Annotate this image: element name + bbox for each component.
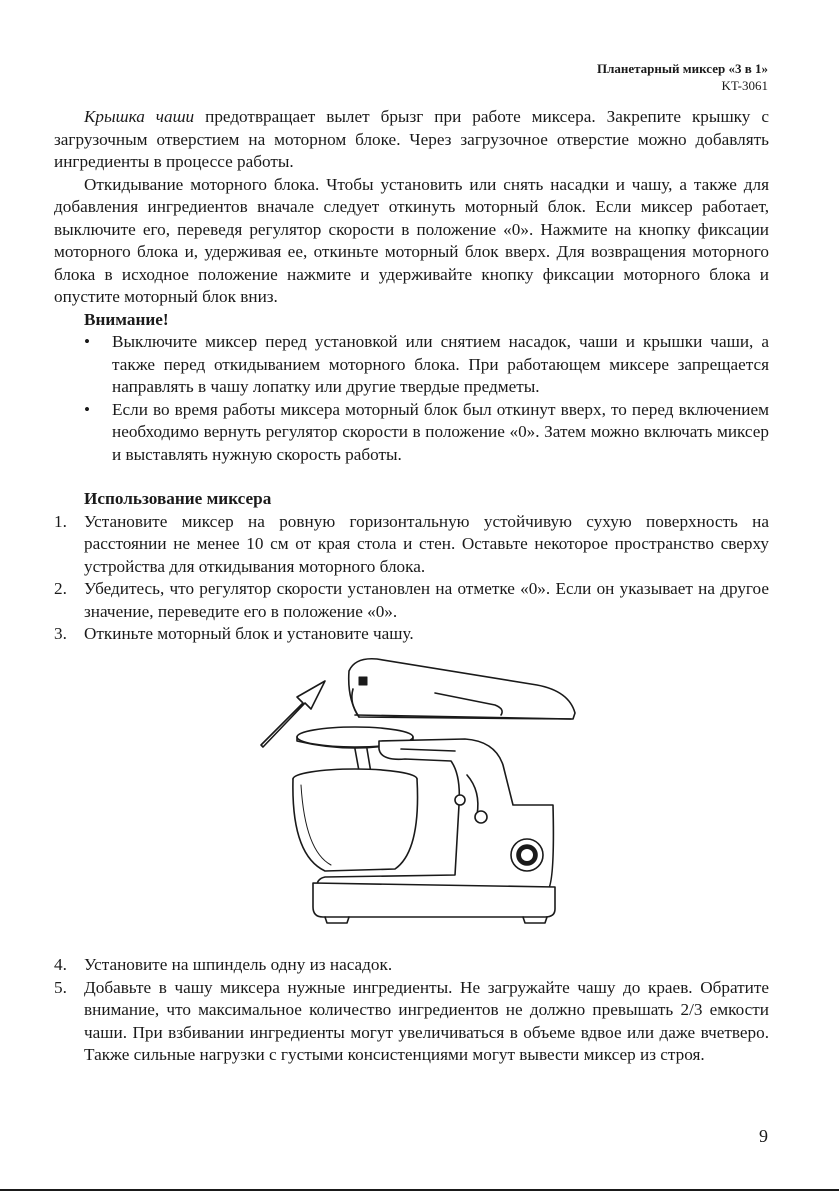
usage-steps-continued	[54, 954, 769, 1067]
step-text: Откиньте моторный блок и установите чашу.	[84, 624, 414, 643]
warning-title: Внимание!	[84, 309, 169, 329]
usage-step	[54, 977, 769, 1067]
motor-head	[349, 659, 575, 719]
step-number: 1.	[54, 511, 67, 531]
step-text: Добавьте в чашу миксера нужные ингредиенты. Не загружайте чашу до краев. Обратите внимание, что максимальное количество ингредиентов не должно превышать 2/3 емкости чаши. При взбивании ингредиенты могут увеличиваться в объеме вдвое или даже вчетверо. Также сильные нагрузки с густыми консистенциями могут вывести миксер из строя.	[84, 977, 769, 1064]
step-text: Установите на шпиндель одну из насадок.	[84, 955, 393, 974]
bowl-lid-term: Крышка чаши	[84, 107, 195, 126]
page-header	[597, 60, 768, 94]
bullet-mark: •	[84, 399, 91, 419]
step-number: 2.	[54, 579, 67, 598]
bullet-mark: •	[84, 332, 91, 351]
usage-step	[54, 578, 769, 623]
header-model: KT-3061	[721, 78, 768, 93]
warning-item-text: Если во время работы миксера моторный блок был откинут вверх, то перед включением необходимо вернуть регулятор скорости в положение «0». Затем можно включать миксер и выставлять нужную скорость работы.	[112, 399, 769, 464]
warning-item	[54, 399, 769, 467]
page-bottom-rule	[0, 1189, 839, 1191]
mixer-illustration	[255, 655, 580, 927]
spacer	[54, 466, 769, 488]
bowl-lid-text: предотвращает вылет брызг при работе миксера. Закрепите крышку с загрузочным отверстием на моторном блоке. Через загрузочное отверстие можно добавлять ингредиенты в процессе работы.	[54, 107, 769, 171]
paragraph-bowl-lid	[54, 106, 769, 174]
header-title: Планетарный миксер «3 в 1»	[596, 61, 768, 76]
warning-list	[54, 331, 769, 466]
page-number: 9	[759, 1126, 768, 1146]
usage-steps	[54, 511, 769, 646]
step-number: 5.	[54, 977, 67, 997]
warning-item-text: Выключите миксер перед установкой или снятием насадок, чаши и крышки чаши, а также перед откидыванием моторного блока. При работающем миксере запрещается направлять в чашу лопатку или другие твердые предметы.	[112, 332, 769, 396]
mixer-base	[313, 883, 555, 923]
paragraph-motor-tilt: Откидывание моторного блока. Чтобы установить или снять насадки и чашу, а также для добавления ингредиентов вначале следует откинуть моторный блок. Если миксер работает, выключите его, переведя регулятор скорости в положение «0». Нажмите на кнопку фиксации моторного блока и, удерживая ее, откиньте моторный блок вверх. Для возвращения моторного блока в исходное положение нажмите и удерживайте кнопку фиксации моторного блока и опустите моторный блок вниз.	[54, 174, 769, 306]
usage-title: Использование миксера	[84, 489, 272, 508]
main-text	[54, 106, 769, 646]
step-text: Установите миксер на ровную горизонтальную устойчивую сухую поверхность на расстоянии не менее 10 см от края стола и стен. Оставьте некоторое пространство сверху устройства для откидывания моторного блока.	[84, 511, 769, 576]
usage-step	[54, 954, 769, 977]
usage-step	[54, 623, 769, 646]
step-number: 4.	[54, 955, 67, 974]
step-number: 3.	[54, 624, 67, 643]
bowl	[293, 769, 418, 871]
step-text: Убедитесь, что регулятор скорости установлен на отметке «0». Если он указывает на другое значение, переведите его в положение «0».	[84, 579, 769, 621]
usage-step	[54, 511, 769, 579]
warning-item	[54, 331, 769, 399]
usage-steps-list-2	[54, 954, 769, 1067]
